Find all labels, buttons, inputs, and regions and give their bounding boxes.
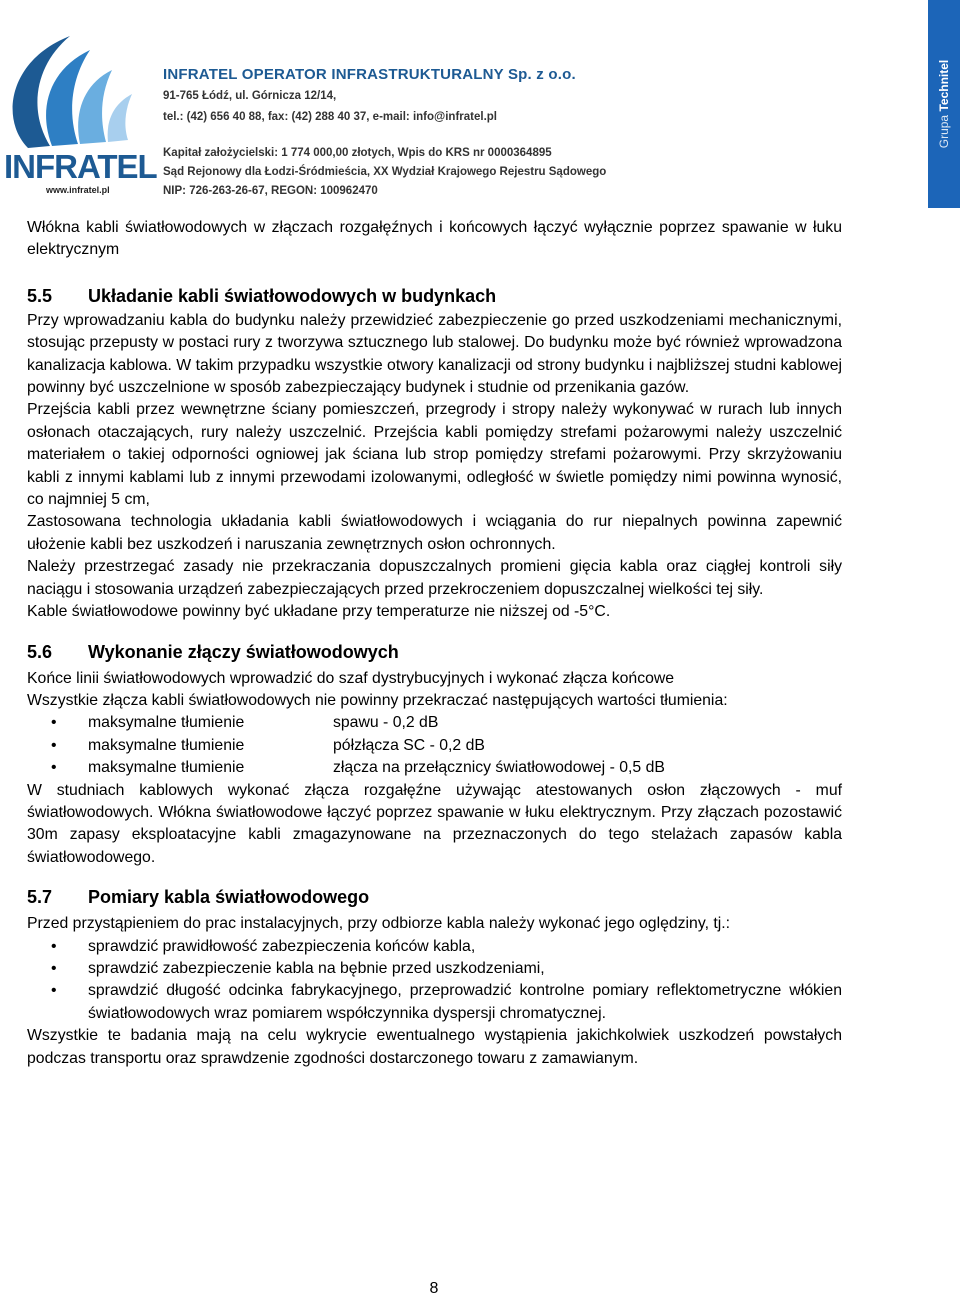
document-body (27, 217, 842, 1070)
paragraph: Zastosowana technologia układania kabli światłowodowych i wciągania do rur niepalnych powinna zapewnić ułożenie kabli bez uszkodzeń i naruszania zewnętrznych osłon ochronnych. (27, 513, 842, 553)
paragraph: Kable światłowodowe powinny być układane przy temperaturze nie niższej od -5°C. (27, 603, 611, 621)
company-nip: NIP: 726-263-26-67, REGON: 100962470 (163, 185, 378, 197)
company-capital: Kapitał założycielski: 1 774 000,00 złotych, Wpis do KRS nr 0000364895 (163, 147, 552, 159)
paragraph: Przejścia kabli przez wewnętrzne ściany pomieszczeń, przegrody i stropy należy wykonywać w rurach lub innych osłonach otaczających, rury należy uszczelnić. Przejścia kabli pomiędzy strefami pożarowymi należy uszczelnić materiałem o takiej odporności ogniowej jak ściana lub strop pomiędzy strefami pożarowymi. Przy skrzyżowaniu kabli z innymi kablami lub z innymi przewodami izolowanymi, odległość w świetle pomiędzy nimi powinna wynosić, co najmniej 5 cm, (27, 401, 842, 509)
company-name: INFRATEL OPERATOR INFRASTRUKTURALNY Sp. z o.o. (163, 66, 576, 83)
paragraph: W studniach kablowych wykonać złącza rozgałęźne używając atestowanych osłon złączowych - muf światłowodowych. Włókna światłowodowe łączyć poprzez spawanie w łuku elektrycznym. Przy złączach pozostawić 30m zapasy eksploatacyjne kabli zmagazynowane na przeznaczonych do tego stelażach zapasów kabla światłowodowego. (27, 781, 842, 866)
list-item: • sprawdzić prawidłowość zabezpieczenia końców kabla, (51, 937, 476, 955)
logo-url: www.infratel.pl (46, 185, 110, 195)
logo-emblem-icon (0, 30, 145, 155)
list-item: • sprawdzić zabezpieczenie kabla na bębnie przed uszkodzeniami, (51, 959, 545, 977)
list-item: • maksymalne tłumienie spawu - 0,2 dB (51, 714, 439, 732)
paragraph: Przy wprowadzaniu kabla do budynku należy przewidzieć zabezpieczenie go przed uszkodzeniami mechanicznymi, stosując przepusty w postaci rury z tworzywa sztucznego lub stalowej. Do budynku może być również wprowadzona kanalizacja kablowa. W takim przypadku wszystkie otwory kanalizacji od strony budynku i najbliższej studni kablowej powinny być uszczelnione w sposób zabezpieczający budynek i studnie od przenikania gazów. (27, 311, 842, 397)
paragraph: Końce linii światłowodowych wprowadzić do szaf dystrybucyjnych i wykonać złącza końcowe (27, 669, 675, 687)
section-heading: 5.5 Układanie kabli światłowodowych w budynkach (27, 285, 497, 306)
intro-paragraph: Włókna kabli światłowodowych w złączach rozgałęźnych i końcowych łączyć wyłącznie poprzez spawanie w łuku elektrycznym (27, 219, 842, 259)
company-court: Sąd Rejonowy dla Łodzi-Śródmieścia, XX Wydział Krajowego Rejestru Sądowego (163, 166, 607, 178)
company-contact: tel.: (42) 656 40 88, fax: (42) 288 40 37, e-mail: info@infratel.pl (163, 111, 497, 123)
paragraph: Przed przystąpieniem do prac instalacyjnych, przy odbiorze kabla należy wykonać jego oględziny, tj.: (27, 915, 731, 933)
paragraph: Wszystkie te badania mają na celu wykrycie ewentualnego wystąpienia jakichkolwiek uszkodzeń powstałych podczas transportu oraz sprawdzenie zgodności dostarczonego towaru z zamawianym. (27, 1027, 842, 1067)
list-item: • maksymalne tłumienie półzłącza SC - 0,2 dB (51, 736, 485, 754)
list-item: • sprawdzić długość odcinka fabrykacyjnego, przeprowadzić kontrolne pomiary reflektometryczne włókien światłowodowych wraz pomiarem współczynnika dyspersji chromatycznej. (51, 982, 842, 1022)
group-label: Grupa Technitel (937, 59, 951, 149)
section-heading: 5.7 Pomiary kabla światłowodowego (27, 887, 370, 908)
paragraph: Wszystkie złącza kabli światłowodowych nie powinny przekraczać następujących wartości tłumienia: (27, 691, 728, 709)
company-address: 91-765 Łódź, ul. Górnicza 12/14, (163, 90, 337, 102)
page-number: 8 (429, 1280, 439, 1297)
paragraph: Należy przestrzegać zasady nie przekraczania dopuszczalnych promieni gięcia kabla oraz ciągłej kontroli siły naciągu i stosowania urządzeń zabezpieczających przed przekroczeniem dopuszczalnej wielkości tej siły. (27, 558, 842, 598)
list-item: • maksymalne tłumienie złącza na przełącznicy światłowodowej - 0,5 dB (51, 759, 665, 777)
section-heading: 5.6 Wykonanie złączy światłowodowych (27, 641, 399, 662)
logo-text: INFRATEL (4, 148, 157, 185)
